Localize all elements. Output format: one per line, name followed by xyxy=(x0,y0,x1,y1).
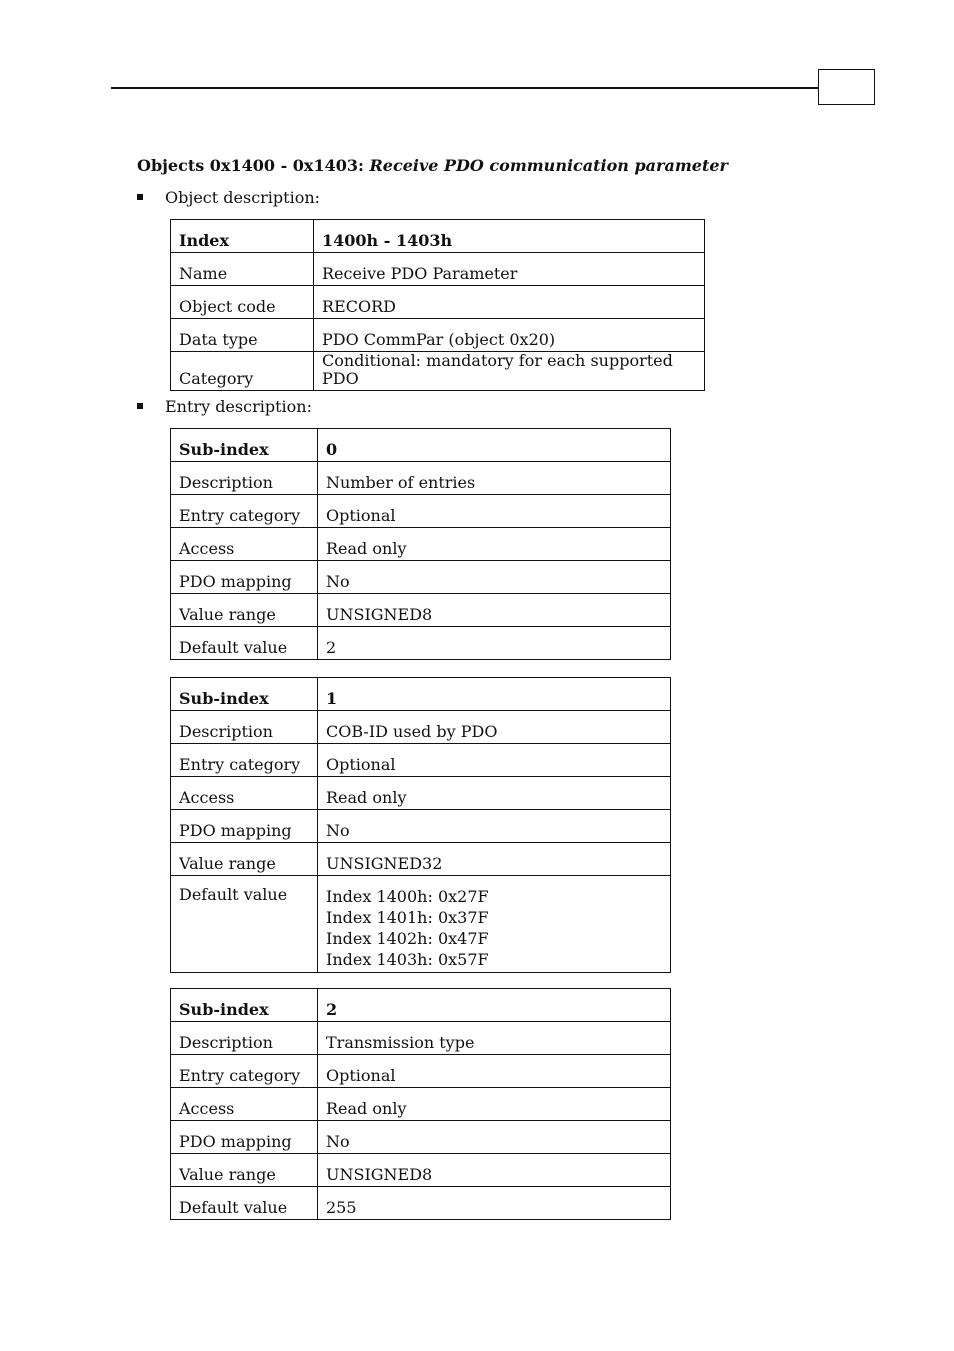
row-key: Entry category xyxy=(171,744,318,777)
row-key: Access xyxy=(171,1088,318,1121)
entry-table-subindex-2 xyxy=(170,988,671,1220)
row-key: Value range xyxy=(171,1154,318,1187)
table-row xyxy=(171,678,671,711)
row-value: Optional xyxy=(318,1055,671,1088)
table-row xyxy=(171,1022,671,1055)
table-row xyxy=(171,429,671,462)
table-row xyxy=(171,319,705,352)
default-value-line: Index 1402h: 0x47F xyxy=(326,929,489,948)
table-row xyxy=(171,462,671,495)
table-row xyxy=(171,744,671,777)
row-value: No xyxy=(318,810,671,843)
table-row xyxy=(171,495,671,528)
row-value: Read only xyxy=(318,777,671,810)
table-row xyxy=(171,1121,671,1154)
table-row xyxy=(171,627,671,660)
row-key: Object code xyxy=(171,286,314,319)
default-value-line: Index 1401h: 0x37F xyxy=(326,908,489,927)
row-key: Category xyxy=(171,352,314,391)
entry-table-subindex-0 xyxy=(170,428,671,660)
row-value: UNSIGNED32 xyxy=(318,843,671,876)
table-row xyxy=(171,594,671,627)
table-row xyxy=(171,1187,671,1220)
row-key: Sub-index xyxy=(171,989,318,1022)
row-key: PDO mapping xyxy=(171,810,318,843)
row-key: Value range xyxy=(171,594,318,627)
row-key: PDO mapping xyxy=(171,561,318,594)
row-value: Read only xyxy=(318,1088,671,1121)
row-key: Description xyxy=(171,462,318,495)
row-value: Optional xyxy=(318,495,671,528)
row-value: Read only xyxy=(318,528,671,561)
row-value: 1 xyxy=(318,678,671,711)
table-row xyxy=(171,528,671,561)
row-key: Index xyxy=(171,220,314,253)
row-key: Default value xyxy=(171,1187,318,1220)
default-value-line: Index 1403h: 0x57F xyxy=(326,950,489,969)
table-row xyxy=(171,1088,671,1121)
heading-prefix: Objects 0x1400 - 0x1403: xyxy=(137,156,370,175)
table-row xyxy=(171,777,671,810)
row-value: PDO CommPar (object 0x20) xyxy=(314,319,705,352)
row-value: 2 xyxy=(318,627,671,660)
table-row xyxy=(171,1154,671,1187)
table-row xyxy=(171,843,671,876)
row-value: 0 xyxy=(318,429,671,462)
table-row xyxy=(171,810,671,843)
row-key: Sub-index xyxy=(171,429,318,462)
row-key: Sub-index xyxy=(171,678,318,711)
row-value: Conditional: mandatory for each supported PDO xyxy=(314,352,705,391)
entry-description-label: Entry description: xyxy=(165,397,312,416)
heading-title: Receive PDO communication parameter xyxy=(369,156,728,175)
row-key: Default value xyxy=(171,627,318,660)
row-value: UNSIGNED8 xyxy=(318,1154,671,1187)
row-key: Access xyxy=(171,777,318,810)
entry-description-bullet xyxy=(137,397,312,416)
row-key: PDO mapping xyxy=(171,1121,318,1154)
row-value: UNSIGNED8 xyxy=(318,594,671,627)
row-key: Description xyxy=(171,711,318,744)
row-value: 255 xyxy=(318,1187,671,1220)
table-row xyxy=(171,286,705,319)
table-row xyxy=(171,989,671,1022)
object-description-label: Object description: xyxy=(165,188,321,207)
section-heading xyxy=(137,156,728,175)
row-value: 2 xyxy=(318,989,671,1022)
row-key: Name xyxy=(171,253,314,286)
table-row xyxy=(171,1055,671,1088)
table-row xyxy=(171,253,705,286)
row-value: 1400h - 1403h xyxy=(314,220,705,253)
row-key: Data type xyxy=(171,319,314,352)
table-row xyxy=(171,876,671,973)
row-value: Transmission type xyxy=(318,1022,671,1055)
bullet-marker xyxy=(137,403,143,409)
row-key: Entry category xyxy=(171,495,318,528)
row-value-multiline xyxy=(318,876,671,973)
row-key: Value range xyxy=(171,843,318,876)
row-value: Optional xyxy=(318,744,671,777)
row-value: No xyxy=(318,561,671,594)
page-number-box xyxy=(818,69,875,105)
default-value-line: Index 1400h: 0x27F xyxy=(326,887,489,906)
object-description-table xyxy=(170,219,705,391)
table-row xyxy=(171,352,705,391)
row-key: Entry category xyxy=(171,1055,318,1088)
row-value: RECORD xyxy=(314,286,705,319)
entry-table-subindex-1 xyxy=(170,677,671,973)
row-value: Receive PDO Parameter xyxy=(314,253,705,286)
bullet-marker xyxy=(137,194,143,200)
row-key: Description xyxy=(171,1022,318,1055)
object-description-bullet xyxy=(137,188,320,207)
row-value: No xyxy=(318,1121,671,1154)
row-value: COB-ID used by PDO xyxy=(318,711,671,744)
row-key: Default value xyxy=(171,876,318,973)
row-key: Access xyxy=(171,528,318,561)
header-rule xyxy=(111,87,818,89)
row-value: Number of entries xyxy=(318,462,671,495)
table-row xyxy=(171,220,705,253)
table-row xyxy=(171,711,671,744)
table-row xyxy=(171,561,671,594)
